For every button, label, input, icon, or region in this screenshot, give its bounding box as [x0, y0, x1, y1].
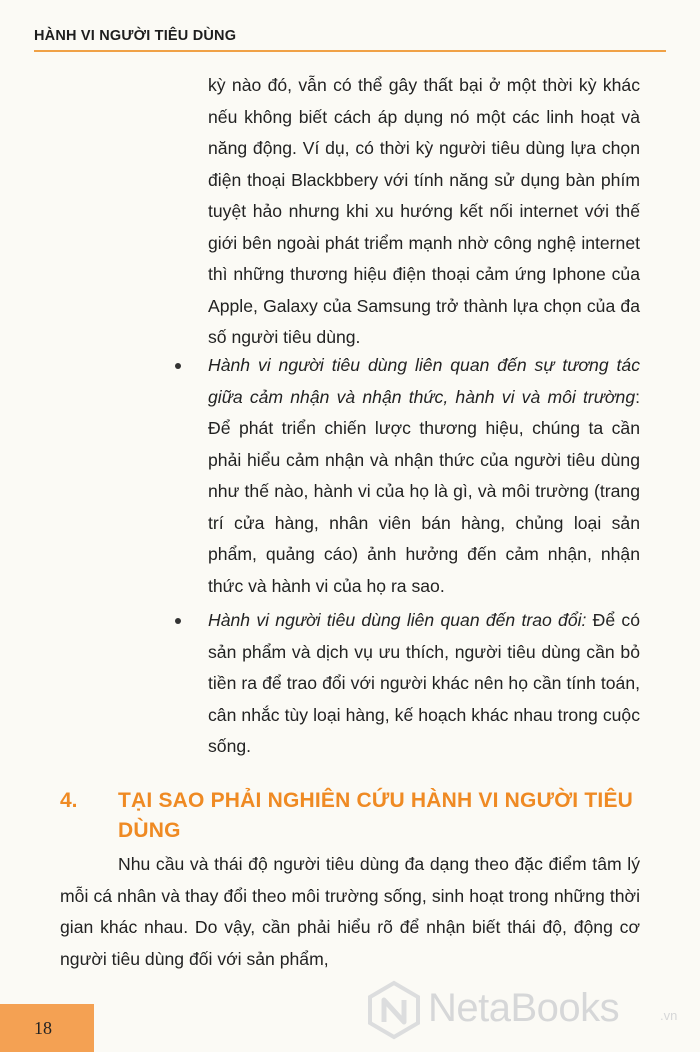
- bullet-italic-lead: Hành vi người tiêu dùng liên quan đến trao đổi:: [208, 610, 587, 630]
- watermark-suffix: .vn: [660, 1008, 678, 1023]
- watermark: [364, 980, 694, 1040]
- netabooks-logo-icon: [364, 980, 424, 1040]
- bullet-item: [208, 350, 640, 602]
- body-paragraph: Nhu cầu và thái độ người tiêu dùng đa dạng theo đặc điểm tâm lý mỗi cá nhân và thay đổi theo môi trường sống, sinh hoạt trong những thời gian khác nhau. Do vậy, cần phải hiểu rõ để nhận biết thái độ, động cơ người tiêu dùng đối với sản phẩm,: [60, 854, 640, 969]
- bullet-icon: [175, 618, 181, 624]
- bullet-icon: [175, 363, 181, 369]
- header-title: HÀNH VI NGƯỜI TIÊU DÙNG: [34, 28, 237, 44]
- running-header: [34, 28, 666, 52]
- continued-paragraph: kỳ nào đó, vẫn có thể gây thất bại ở một thời kỳ khác nếu không biết cách áp dụng nó một các linh hoạt và năng động. Ví dụ, có thời kỳ người tiêu dùng lựa chọn điện thoại Blackbbery với tính năng sử dụng bàn phím tuyệt hảo nhưng khi xu hướng kết nối internet với thế giới bên ngoài phát triểm mạnh nhờ công nghệ internet thì những thương hiệu điện thoại cảm ứng Iphone của Apple, Galaxy của Samsung trở thành lựa chọn của đa số người tiêu dùng.: [208, 75, 640, 347]
- page-number-tab: [0, 1004, 94, 1052]
- section-heading: TẠI SAO PHẢI NGHIÊN CỨU HÀNH VI NGƯỜI TIÊU DÙNG: [118, 789, 634, 842]
- page-number: 18: [34, 1018, 52, 1038]
- bullet-item: [208, 605, 640, 763]
- bullet-body: : Để phát triển chiến lược thương hiệu, chúng ta cần phải hiểu cảm nhận và nhận thức của người tiêu dùng như thế nào, hành vi của họ là gì, và môi trường (trang trí cửa hàng, nhân viên bán hàng, chủng loại sản phẩm, quảng cáo) ảnh hưởng đến cảm nhận, nhận thức và hành vi của họ ra sao.: [208, 386, 640, 596]
- section-number: 4.: [60, 789, 78, 812]
- bullet-italic-lead: Hành vi người tiêu dùng liên quan đến sự tương tác giữa cảm nhận và nhận thức, hành vi và môi trường: [208, 355, 640, 407]
- bullet-body: Để có sản phẩm và dịch vụ ưu thích, người tiêu dùng cần bỏ tiền ra để trao đổi với người khác nên họ cần tính toán, cân nhắc tùy loại hàng, kế hoạch khác nhau trong cuộc sống.: [208, 610, 640, 756]
- watermark-brand: NetaBooks: [428, 986, 620, 1030]
